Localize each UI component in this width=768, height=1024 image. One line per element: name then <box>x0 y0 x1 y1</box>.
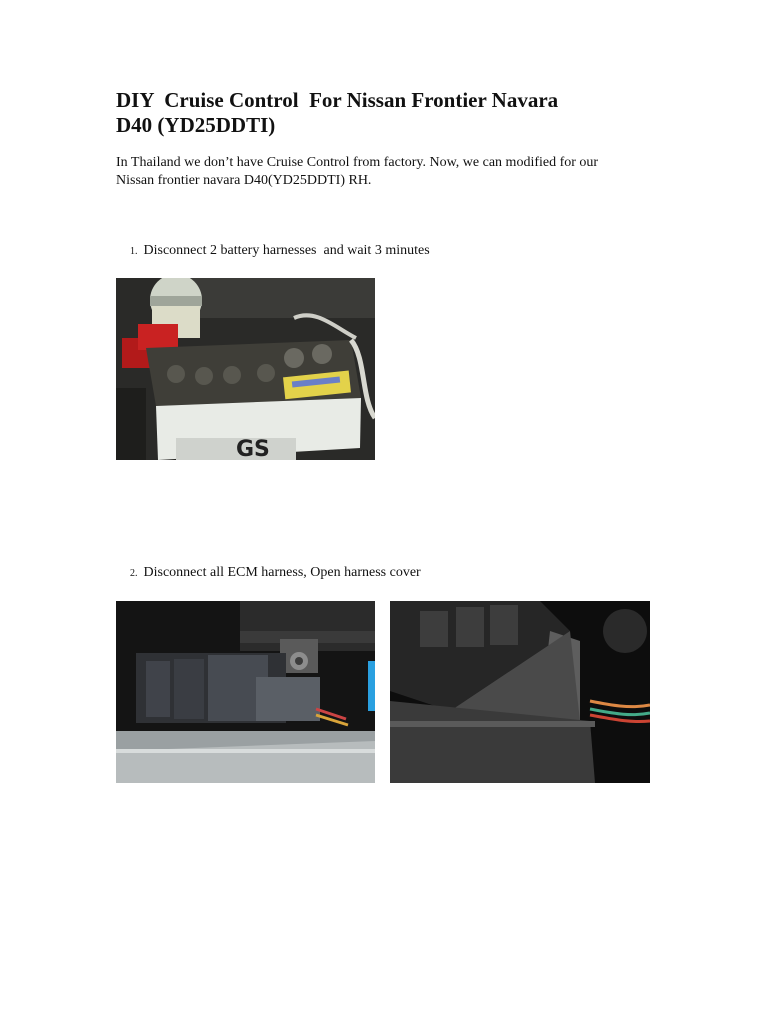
harness-cover-photo <box>390 601 650 783</box>
intro-line-2: Nissan frontier navara D40(YD25DDTI) RH. <box>116 173 372 188</box>
title-line-2: D40 (YD25DDTI) <box>116 113 276 137</box>
intro-line-1: In Thailand we don’t have Cruise Control from factory. Now, we can modified for our <box>116 155 599 170</box>
title-line-1: DIY Cruise Control For Nissan Frontier Navara <box>116 88 559 112</box>
step-1-number: 1. <box>130 246 138 257</box>
battery-photo <box>116 278 375 460</box>
document-title <box>116 88 676 138</box>
step-1 <box>116 224 430 279</box>
step-2 <box>116 546 421 601</box>
intro-paragraph <box>116 154 716 190</box>
svg-text:GS: GS <box>236 437 270 460</box>
step-2-number: 2. <box>130 568 138 579</box>
ecm-harness-photo <box>116 601 375 783</box>
step-1-text: Disconnect 2 battery harnesses and wait 3 minutes <box>143 243 430 258</box>
step-2-text: Disconnect all ECM harness, Open harness cover <box>143 565 421 580</box>
